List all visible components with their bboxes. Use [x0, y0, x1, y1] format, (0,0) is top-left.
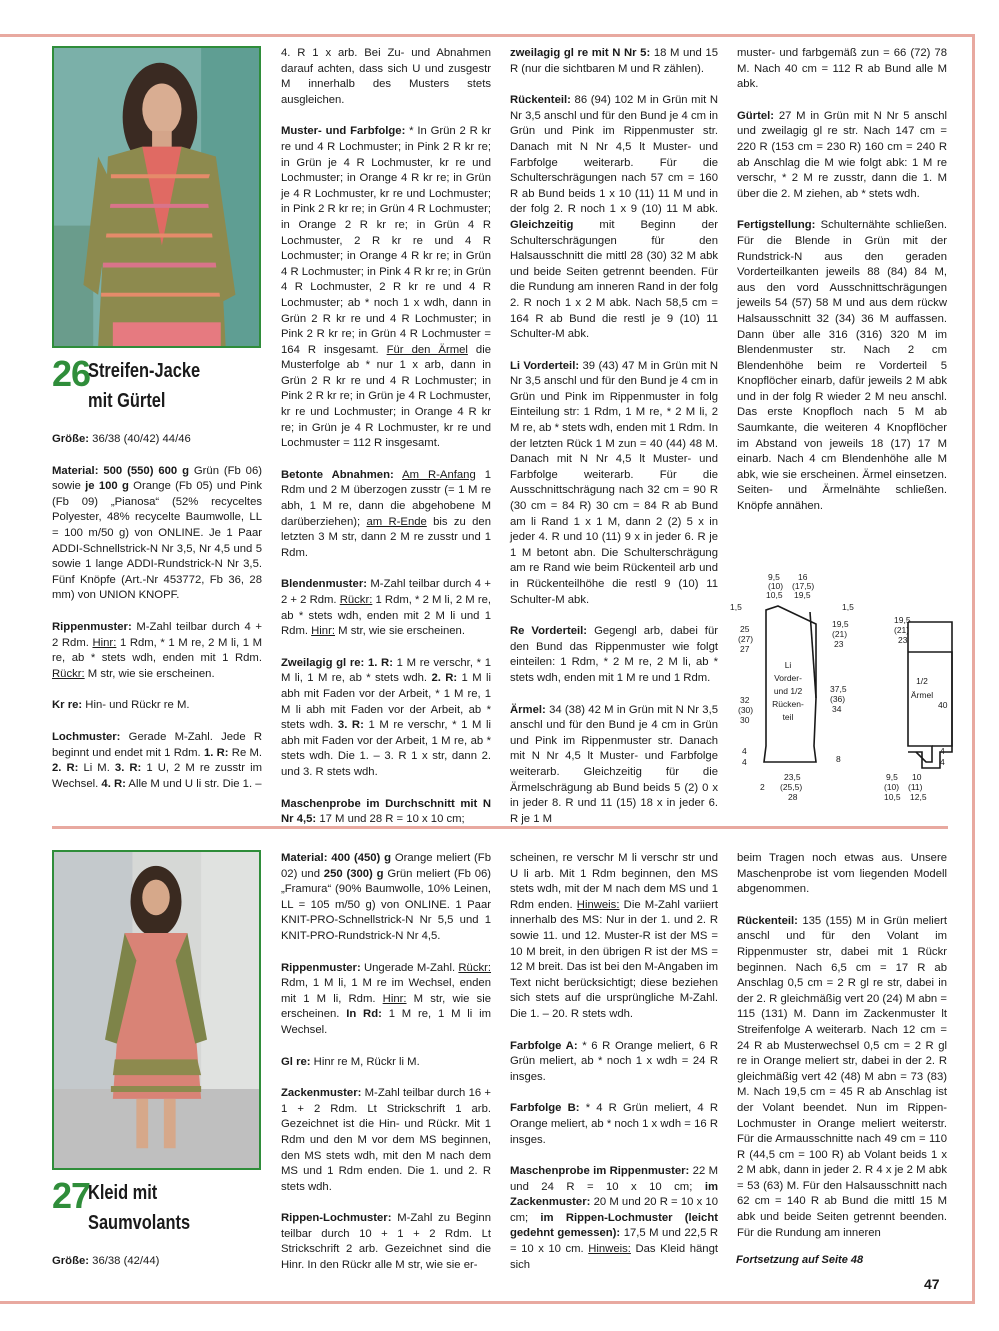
- material-text: Grün (Fb 06) sowie: [52, 464, 263, 493]
- rippenmuster-text: Rdm, 1 M li, 1 M re im Wechsel, enden mit 1 M li, Rdm.: [281, 977, 491, 1005]
- measure: 23: [898, 635, 908, 645]
- row-text: 1 M re verschr, * 1 M li, 1 M re, ab * stets wdh.: [281, 656, 491, 685]
- rueckr-label: Rückr:: [339, 594, 373, 606]
- measure: 23,5: [784, 772, 801, 782]
- measure: 4: [742, 757, 747, 767]
- rippen-lochmuster-label: Rippen-Lochmuster:: [281, 1212, 392, 1225]
- row-label: 3. R:: [114, 762, 142, 775]
- measure: 12,5: [910, 792, 927, 802]
- sleeve-label: Ärmel: [910, 690, 934, 700]
- aermel-label: Ärmel:: [510, 703, 546, 716]
- blenden-text: 1 Rdm, * 2 M li, 2 M re, ab * stets wdh, enden mit 2 M li und 1 Rdm.: [281, 594, 492, 638]
- measure: (10): [884, 782, 900, 792]
- measure: 1,5: [730, 602, 742, 612]
- zweilagig-label: zweilagig gl re mit N Nr 5:: [510, 47, 651, 59]
- farbfolge-text: die Musterfolge ab * nur 1 x arb, dann in Grün 2 R kr re und 4 R Lochmuster; in Pink 2 R kr re; in Grün je 4 R Lochmuster, kr re und Lochmuster; in Orange 4 R kr re; in Grün je 4 R Lochmuster, kr re und Lochmuster = 112 R insgesamt.: [281, 343, 491, 450]
- li-vorderteil-label: Li Vorderteil:: [510, 359, 580, 372]
- rippenmuster-text: M str, wie sie erscheinen.: [281, 992, 491, 1021]
- body-text: scheinen, re verschr M li verschr str und U li arb. Mit 1 Rdm beginnen, den MS stets wdh, mit der M nach dem MS und 1 Rdm enden.: [510, 852, 718, 911]
- rippenmuster-label: Rippenmuster:: [281, 961, 361, 974]
- rueckenteil-text: mit Beginn der Schulterschrägungen für den Halsausschnitt die mittl 28 (30) 32 M abk und beide Seiten getrennt beenden. Für die Rundung am inneren Rand in der folg 2. R noch 1 x 2 M abk. Nach 58,5 cm = 164 R ab Bund die restl je 9 (10) 11 Schulter-M abk.: [510, 218, 719, 341]
- measure: (17,5): [792, 581, 815, 591]
- body-text: muster- und farbgemäß zun = 66 (72) 78 M. Nach 40 cm = 112 R ab Bund alle M abk.: [737, 47, 947, 91]
- measure: (25,5): [780, 782, 803, 792]
- rippen-lochmuster-text: M-Zahl zu Beginn teilbar durch 10 + 1 + 2 Rdm. Lt Strickschrift 2 arb. Gezeichnet sind die Hinr. In den Rückr alle M str, wie sie er-: [281, 1212, 491, 1272]
- blenden-label: Blendenmuster:: [281, 578, 367, 591]
- guertel-text: 27 M in Grün mit N Nr 5 anschl und zweilagig gl re str. Nach 147 cm = 220 R (153 cm = 230 R) 160 cm = 240 R ab Anschlag die M wie folgt abk: 1 M re verschr, * 2 M re zusstr, dann die 1. M über die 2. M ziehen, ab * stets wdh.: [737, 109, 947, 200]
- zackenmuster-label: Zackenmuster:: [281, 1087, 362, 1100]
- measure: 34: [832, 704, 842, 714]
- pattern-26-title: [52, 353, 252, 420]
- material-label: Material:: [281, 852, 328, 864]
- page-frame-top: [0, 34, 975, 37]
- pattern-number: 26: [52, 353, 91, 394]
- maschenprobe-text: 22 M und 24 R = 10 x 10 cm;: [510, 1165, 718, 1193]
- pattern-27-column-3: [510, 851, 718, 1283]
- material-text: Orange (Fb 05) und Pink (Fb 09) „Pianosa“ (52% recyceltes Polyester, 48% recycelte Baumwolle, LL = 100 m/50 g) von ONLINE. Je 1 Paar ADDI-Schnellstrick-N Nr 3,5, Nr 4,5 und 5 sowie 1 lange ADDI-Rundstrick-N Nr 3,5. Fünf Knöpfe (Art.-Nr 453772, Fb 36, 28 mm) von UNION KNOPF.: [52, 480, 263, 602]
- betonte-text: bis zu den letzten 3 M str, dann 2 M re zusstr und 1 Rdm.: [281, 515, 491, 559]
- pattern-number: 27: [52, 1175, 91, 1216]
- rueckenteil-text: 135 (155) M in Grün meliert anschl und für den Volant im Rippenmuster str, dabei mit 1 Rückr beginnen. Nach 6,5 cm = 17 R ab Anschlag 0,5 cm = 2 R gl re str, dabei in der 2. R gleichmäßig vert 20 (24) M abn = 115 (131) M. Dann im Zackenmuster lt Streifenfolge A weiterarb. Nach 12 cm = 24 R ab Musterwechsel 0,5 cm = 2 R gl re in Orange meliert str, dabei in der 2. R gleichmäßig vert 42 (48) M abn = 73 (83) M. Nach 19,5 cm = 45 R ab Anschlag ist der Volant beendet. Nun im Rippen-Lochmuster in Orange meliert weiterstr. Für die Armausschnitte nach 49 cm = 110 R (44,5 cm = 100 R) ab Volant beids 1 x 2 M abk, dann in jeder 2. R 4 x je 2 M abk = 53 (63) M. Für den Halsausschnitt nach 62 cm = 140 R ab Bund die mittl 15 M abk und beide Seiten getrennt beenden. Für die Rundung am inneren: [737, 914, 947, 1239]
- measure: 10,5: [766, 590, 783, 600]
- maschenprobe-text: 17,5 M und 22,5 R = 10 x 10 cm.: [510, 1227, 718, 1256]
- material-text: Grün meliert (Fb 06) „Framura“ (90% Baumwolle, 10% Leinen, LL = 105 m/50 g) von ONLINE. 1 Paar KNIT-PRO-Schnellstrick-N Nr 5,5 und 1 KNIT-PRO-Rundstrick-N Nr 4,5.: [281, 867, 492, 942]
- maschenprobe-label: im Rippen-Lochmuster (leicht gedehnt gemessen):: [510, 1211, 718, 1240]
- maschenprobe-text: 20 M und 20 R = 10 x 10 cm;: [510, 1196, 718, 1224]
- measure: 9,5: [886, 772, 898, 782]
- measure: (11): [908, 782, 923, 792]
- measure: (30): [738, 705, 754, 715]
- size-label: Größe:: [52, 1255, 90, 1267]
- farbfolge-a-text: * 6 R Orange meliert, 6 R Grün meliert, ab * noch 1 x wdh = 24 R insges.: [510, 1039, 719, 1083]
- pattern-26-column-2: [281, 46, 491, 838]
- maschenprobe-label: Maschenprobe im Durchschnitt mit N Nr 4,5:: [281, 797, 491, 826]
- rippenmuster-text: 1 Rdm, * 1 M re, 2 M li, 1 M re, ab * stets wdh, enden mit 1 Rdm.: [52, 636, 263, 665]
- material-amount: 400 (450) g: [331, 852, 392, 864]
- row-label: 2. R:: [431, 672, 458, 685]
- measure: 19,5: [794, 590, 811, 600]
- farbfolge-b-label: Farbfolge B:: [510, 1102, 580, 1115]
- photo-streifen-jacke: [52, 46, 261, 348]
- measure: 10,5: [884, 792, 901, 802]
- measure: 25: [740, 624, 750, 634]
- measure: (10): [768, 581, 784, 591]
- aermel-text: 34 (38) 42 M in Grün mit N Nr 3,5 anschl und für den Bund je 4 cm in Grün und Pink im Rippenmuster str. Danach mit N Nr 4,5 lt Muster- und Farbfolge weiterarb. Gleichzeitig für die Ärmelschrägung ab Bund beids 5 (2) 0 x in jeder 8. R und 11 (15) 18 x in jeder 6. R je 1 M: [510, 703, 718, 825]
- maschenprobe-text: Das Kleid hängt sich: [510, 1243, 718, 1271]
- measure: 16: [798, 572, 808, 582]
- measure: 23: [834, 639, 844, 649]
- hinr-label: Hinr:: [311, 625, 335, 638]
- measure: 28: [788, 792, 798, 802]
- measure: (21): [832, 629, 848, 639]
- blenden-text: M-Zahl teilbar durch 4 + 2 + 2 Rdm.: [281, 578, 491, 606]
- lochmuster-label: Lochmuster:: [52, 730, 121, 743]
- body-label: Rücken-: [772, 699, 804, 709]
- row-label: 2. R:: [52, 762, 79, 775]
- measure: 9,5: [768, 572, 780, 582]
- measure: 40: [938, 700, 948, 710]
- row-text: Re M.: [231, 746, 263, 759]
- sleeve-outline: [908, 652, 952, 768]
- betonte-underline: am R-Ende: [366, 515, 427, 528]
- rueckr-label: Rückr:: [52, 667, 85, 680]
- row-label: 1. R:: [367, 656, 393, 669]
- zweilagig-label: Zweilagig gl re:: [281, 656, 365, 669]
- measure: 37,5: [830, 684, 847, 694]
- body-text: Die M-Zahl variiert innerhalb des MS: Nur in der 1. und 2. R sowie 11. und 12. Muster-R ist der MS = 10 M breit, in den übrigen R ist der MS = 12 M breit. Das ist bei den M-Angaben im Text nicht berücksichtigt; diese beziehen sich stets auf die ursprüngliche M-Zahl. Die 1. – 20. R stets wdh.: [510, 898, 719, 1020]
- pattern-27-column-2: [281, 851, 491, 1284]
- material-label: Material:: [52, 464, 99, 477]
- measure: (21): [894, 625, 910, 635]
- measure: 19,5: [832, 619, 849, 629]
- measure: 27: [740, 644, 750, 654]
- pattern-27-column-4: [737, 851, 947, 1251]
- row-text: 1 M li abh mit Faden vor der Arbeit, * 1 M re, 1 M li abh mit Faden vor der Arbeit, ab * stets wdh.: [281, 672, 491, 732]
- body-label: Li: [784, 660, 792, 670]
- photo-kleid-saumvolants: [52, 850, 261, 1170]
- zackenmuster-text: M-Zahl teilbar durch 16 + 1 + 2 Rdm. Lt Strickschrift 1 arb. Gezeichnet ist die Hin- und Rückr. Mit 1 Rdm und den M vor dem MS beginnen, den MS stets wdh, mit den M nach dem MS und 1 Rdm enden. Die 1. und 2. R stets wdh.: [281, 1087, 491, 1193]
- gleichzeitig-label: Gleichzeitig: [510, 218, 574, 231]
- row-text: Alle M und U li str. Die 1. –: [128, 777, 262, 790]
- maschenprobe-label: im Zackenmuster:: [510, 1180, 719, 1209]
- re-vorderteil-label: Re Vorderteil:: [510, 625, 588, 638]
- material-amount: je 100 g: [85, 480, 129, 493]
- material-amount: 500 (550) 600 g: [103, 464, 189, 477]
- rippenmuster-text: Ungerade M-Zahl.: [363, 961, 456, 974]
- rueckr-label: Rückr:: [458, 961, 492, 974]
- hinweis-label: Hinweis:: [588, 1243, 631, 1256]
- pattern-title-line1: Kleid mit: [88, 1182, 158, 1204]
- size-label: Größe:: [52, 433, 90, 445]
- glre-text: Hinr re M, Rückr li M.: [313, 1055, 420, 1068]
- size-value: 36/38 (42/44): [92, 1255, 160, 1267]
- body-text: 18 M und 15 R (nur die sichtbaren M und R zählen).: [510, 47, 719, 75]
- re-vorderteil-text: Gegengl arb, dabei für den Bund das Rippenmuster wie folgt einteilen: 1 Rdm, * 2 M re, 2 M li, ab * stets wdh, enden mit 1 M re und 1 Rdm.: [510, 625, 718, 684]
- betonte-label: Betonte Abnahmen:: [281, 468, 394, 481]
- lochmuster-text: Gerade M-Zahl. Jede R beginnt und endet mit 1 Rdm.: [52, 730, 263, 759]
- rippenmuster-text: M str, wie sie erscheinen.: [87, 667, 215, 680]
- farbfolge-b-text: * 4 R Grün meliert, 4 R Orange meliert, ab * noch 1 x wdh = 16 R insges.: [510, 1102, 719, 1146]
- blenden-text: M str, wie sie erscheinen.: [338, 625, 465, 638]
- measure: 4: [940, 746, 945, 756]
- maschenprobe-text: 17 M und 28 R = 10 x 10 cm;: [319, 813, 465, 826]
- measure: 2: [760, 782, 765, 792]
- krre-text: Hin- und Rückr re M.: [85, 699, 190, 712]
- fertigstellung-label: Fertigstellung:: [737, 219, 816, 232]
- row-label: 1. R:: [203, 746, 229, 759]
- farbfolge-a-label: Farbfolge A:: [510, 1039, 578, 1052]
- measure: 10: [912, 772, 922, 782]
- section-divider: [52, 826, 948, 829]
- rueckenteil-label: Rückenteil:: [737, 914, 798, 927]
- body-text: beim Tragen noch etwas aus. Unsere Maschenprobe ist vom liegenden Modell abgenommen.: [737, 852, 947, 896]
- krre-label: Kr re:: [52, 699, 83, 712]
- measure: 30: [740, 715, 750, 725]
- rueckenteil-text: 86 (94) 102 M in Grün mit N Nr 3,5 anschl und für den Bund je 4 cm in Grün und Pink im Rippenmuster str. Danach mit N Nr 4,5 lt Muster- und Farbfolge weiterarb. Für die Schulterschrägungen nach 57 cm = 160 R ab Bund beids 1 x 10 (11) 11 M und in der folg 2. R noch 1 x 9 (10) 11 M abk.: [510, 94, 719, 216]
- row-label: 4. R:: [101, 777, 126, 790]
- body-label: teil: [782, 712, 794, 722]
- pattern-title-line2: mit Gürtel: [88, 390, 166, 412]
- measure: 19,5: [894, 615, 911, 625]
- rueckenteil-label: Rückenteil:: [510, 94, 571, 107]
- aermel-note: Für den Ärmel: [386, 343, 468, 356]
- rippenmuster-label: Rippenmuster:: [52, 620, 132, 633]
- maschenprobe-label: Maschenprobe im Rippenmuster:: [510, 1165, 690, 1178]
- pattern-26-column-1: [52, 432, 262, 802]
- pattern-title-line1: Streifen-Jacke: [88, 360, 201, 382]
- schematic-diagram: [726, 570, 956, 805]
- hinr-label: Hinr:: [382, 992, 407, 1005]
- betonte-text: 1 Rdm und 2 M überzogen zusstr (= 1 M re abh, 1 M re, dann die abgehobene M darüberziehen);: [281, 468, 492, 528]
- farbfolge-text: * In Grün 2 R kr re und 4 R Lochmuster; in Pink 2 R kr re; in Grün je 4 R Lochmuster, kr re und Lochmuster; in Orange 4 R kr re; in Grün je 4 R Lochmuster, kr re und Lochmuster; in Pink 2 R kr re; in Grün 4 R Lochmuster; in Orange 2 R kr re; in Grün 4 R Lochmuster, 2 R kr re und 4 R Lochmuster; in Orange 4 R kr re; in Grün 4 R Lochmuster; in Pink 4 R kr re; in Grün 4 R Lochmuster, 2 R kr re und 4 R Lochmuster; ab * noch 1 x wdh, dann in Grün 2 R kr re und 4 R Lochmuster; in Pink 2 R kr re; in Grün 4 R Lochmuster = 164 R insgesamt.: [281, 125, 491, 356]
- size-value: 36/38 (40/42) 44/46: [92, 433, 191, 445]
- measure: 1,5: [842, 602, 854, 612]
- farbfolge-label: Muster- und Farbfolge:: [281, 125, 406, 138]
- body-label: und 1/2: [773, 686, 803, 696]
- material-text: Orange meliert (Fb 02) und: [281, 852, 491, 880]
- row-text: 1 M re verschr, * 1 M li abh mit Faden vor der Arbeit, 1 M re, ab * stets wdh. Die 1. – 3. R 1 x str, dann 2. und 3. R stets wdh.: [281, 719, 492, 778]
- betonte-underline: Am R-Anfang: [402, 468, 476, 481]
- pattern-27-title: [52, 1175, 252, 1242]
- measure: (36): [830, 694, 846, 704]
- measure: (27): [738, 634, 754, 644]
- hinweis-label: Hinweis:: [576, 898, 620, 911]
- body-text: 4. R 1 x arb. Bei Zu- und Abnahmen darauf achten, dass sich U und zusgestr M innerhalb des Musters stets ausgleichen.: [281, 47, 491, 106]
- pattern-26-column-4: [737, 46, 947, 525]
- measure: 4: [940, 757, 945, 767]
- in-rd-label: In Rd:: [346, 1008, 382, 1021]
- hinr-label: Hinr:: [92, 636, 117, 649]
- row-text: 1 U, 2 M re zusstr im Wechsel.: [52, 762, 263, 790]
- guertel-label: Gürtel:: [737, 109, 775, 122]
- li-vorderteil-text: 39 (43) 47 M in Grün mit N Nr 3,5 anschl und für den Bund je 4 cm in Grün und Pink im Rippenmuster in folg Einteilung str: 1 Rdm, 1 M re, * 2 M li, 2 M re, ab * stets wdh, enden mit 1 Rdm. In der letzten Rück 1 M zun = 40 (44) 48 M. Danach mit N Nr 4,5 lt Muster- und Farbfolge weiterarb. Für die Ausschnittschrägung nach 32 cm = 90 R (30 cm = 84 R) 30 cm = 84 R ab Bund am li Rand 1 x 1 M, dann 2 (2) 5 x in jeder 4. R und 10 (11) 9 x in jeder 6. R je 1 M betont abn. Die Schulterschrägung am re Rand wie beim Rückenteil arb und in Rückenteilhöhe die restl 9 (10) 11 Schulter-M abk.: [510, 359, 719, 606]
- material-amount: 250 (300) g: [323, 867, 384, 880]
- rippenmuster-text: M-Zahl teilbar durch 4 + 2 Rdm.: [52, 620, 262, 649]
- sleeve-label: 1/2: [916, 676, 928, 686]
- glre-label: Gl re:: [281, 1055, 311, 1068]
- rippenmuster-text: 1 M re, 1 M li im Wechsel.: [281, 1008, 492, 1036]
- continuation-note: Fortsetzung auf Seite 48: [736, 1254, 864, 1266]
- row-label: 3. R:: [337, 719, 364, 732]
- measure: 8: [836, 754, 841, 764]
- row-text: Li M.: [83, 762, 110, 775]
- fertigstellung-text: Schulternähte schließen. Für die Blende in Grün mit der Rundstrick-N aus den geraden Vorderteilkanten jeweils 88 (84) 84 M, aus den vord Ausschnittschrägungen jeweils 54 (57) 58 M und aus dem rückw Halsausschnitt 32 (34) 36 M auffassen. Dann über alle 316 (316) 320 M im Blendenmuster str. Nach 2 cm Blendenhöhe beim re Vorderteil 5 Knopflöcher einarb, dafür jeweils 2 M abk und in der folg R wieder 2 M neu anschl. Das erste Knopfloch nach 5 M ab Saumkante, die weiteren 4 Knopflöcher im Abstand von jeweils 18 (17) 17 M einarb. Nach 4 cm Blendenhöhe alle M abk, wie sie erscheinen. Ärmel einsetzen. Seiten- und Ärmelnähte schließen. Knöpfe annähen.: [737, 219, 947, 513]
- page-frame-bottom: [0, 1301, 975, 1304]
- body-label: Vorder-: [774, 673, 802, 683]
- page-number: 47: [924, 1276, 940, 1292]
- measure: 4: [742, 746, 747, 756]
- pattern-26-column-3: [510, 46, 718, 837]
- page-frame-right: [972, 34, 975, 1304]
- measure: 32: [740, 695, 750, 705]
- pattern-27-column-1: [52, 1254, 262, 1280]
- pattern-title-line2: Saumvolants: [88, 1212, 191, 1234]
